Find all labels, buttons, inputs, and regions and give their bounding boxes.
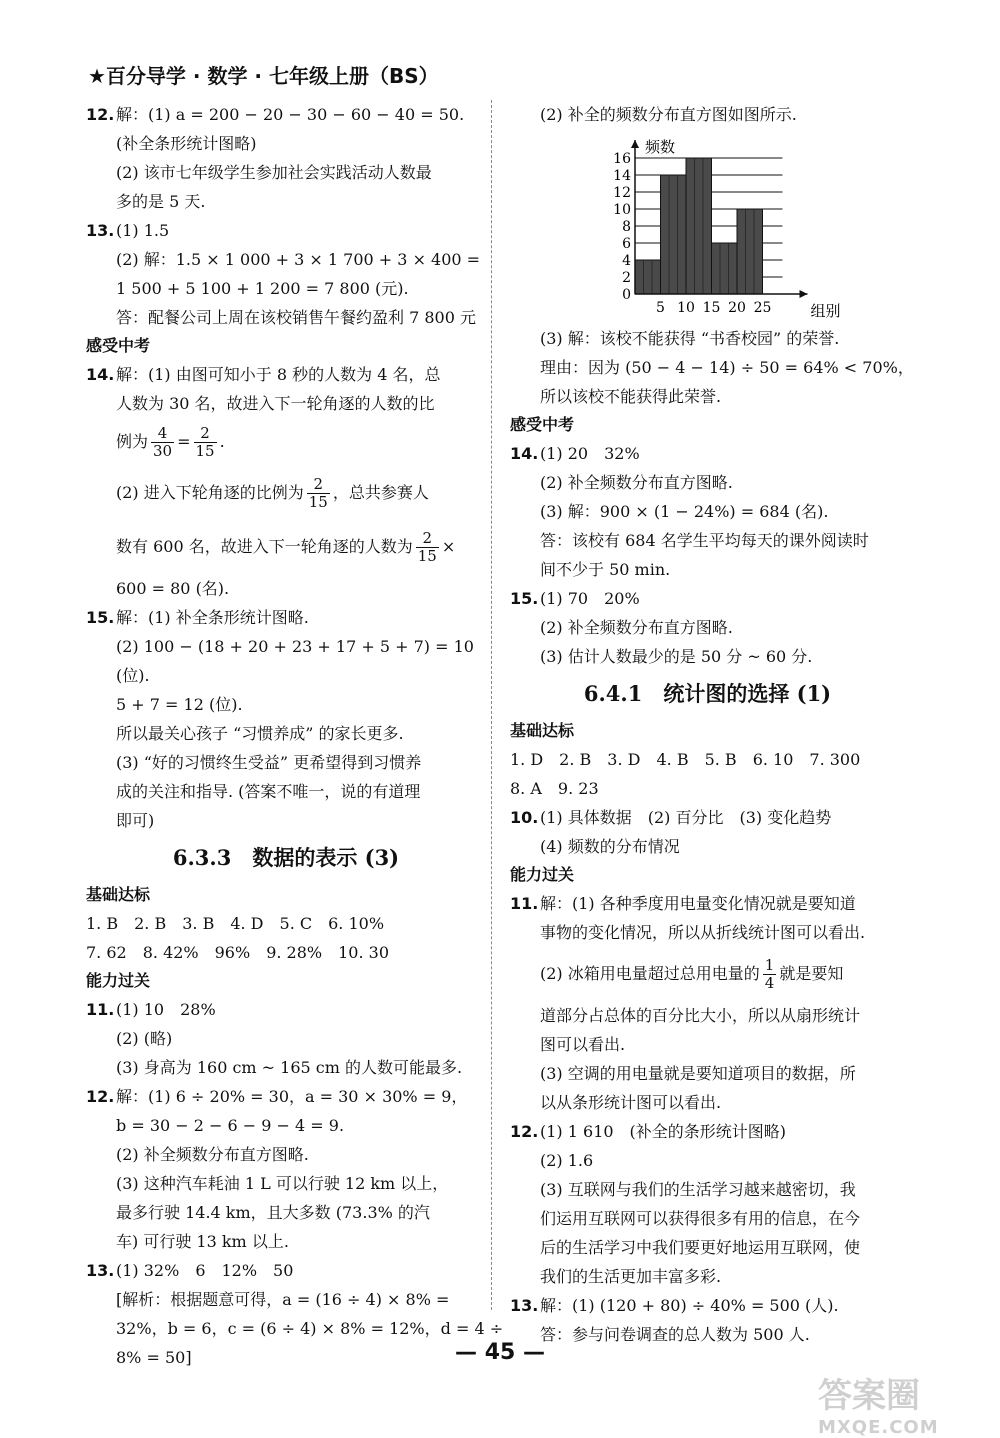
- basic-answers-line: 1. B 2. B 3. B 4. D 5. C 6. 10%: [86, 914, 385, 933]
- histogram-bar: [737, 209, 763, 294]
- histogram-bar: [635, 260, 661, 294]
- section-title-641: 6.4.1 统计图的选择 (1): [583, 681, 832, 706]
- answer-line: 8% = 50]: [116, 1348, 192, 1367]
- answer-line: 即可): [116, 811, 155, 830]
- y-tick-label: 6: [622, 236, 631, 252]
- answer-line: (2) 补全频数分布直方图略.: [540, 473, 733, 492]
- x-tick-label: 10: [677, 300, 695, 316]
- answer-line: (3) 估计人数最少的是 50 分 ~ 60 分.: [540, 647, 813, 666]
- x-tick-label: 15: [702, 300, 721, 316]
- histogram-bar: [661, 175, 687, 294]
- answer-line: (2) 100 − (18 + 20 + 23 + 17 + 5 + 7) = 10: [116, 637, 474, 656]
- answer-line: (3) 解：该校不能获得 “书香校园” 的荣誉.: [540, 329, 840, 348]
- answer-14: 14. 解：(1) 由图可知小于 8 秒的人数为 4 名，总: [86, 365, 441, 384]
- answer-line: 间不少于 50 min.: [540, 560, 671, 579]
- answer-line: (2) 1.6: [540, 1151, 594, 1170]
- answer-line: (3) 这种汽车耗油 1 L 可以行驶 12 km 以上，: [116, 1174, 449, 1193]
- answer-line: 车) 可行驶 13 km 以上.: [116, 1232, 289, 1251]
- y-tick-label: 0: [622, 287, 631, 303]
- y-tick-label: 2: [622, 270, 631, 286]
- subheading-nlgg-right: 能力过关: [510, 865, 575, 884]
- answer-line: (2) (略): [116, 1029, 173, 1048]
- answer-line: 理由：因为 (50 − 4 − 14) ÷ 50 = 64% < 70%，: [540, 358, 914, 377]
- fraction: $\frac{4}{30}$: [153, 424, 173, 460]
- answer-line: (3) “好的习惯终生受益” 更希望得到习惯养: [116, 753, 422, 772]
- x-tick-label: 20: [728, 300, 746, 316]
- y-axis-label: 频数: [645, 138, 676, 156]
- answer-line: 人数为 30 名，故进入下一轮角逐的人数的比: [116, 394, 435, 413]
- answer-line: (3) 解：900 × (1 − 24%) = 684 (名).: [540, 502, 829, 521]
- answer-line-fraction: 数有 600 名，故进入下一轮角逐的人数为 $\frac{2}{15}$ ×: [116, 529, 456, 565]
- answer-15: 15. 解：(1) 补全条形统计图略.: [86, 608, 309, 627]
- answer-line: (3) 身高为 160 cm ~ 165 cm 的人数可能最多.: [116, 1058, 463, 1077]
- answer-line: 后的生活学习中我们要更好地运用互联网，使: [540, 1238, 861, 1257]
- y-tick-label: 14: [613, 168, 631, 184]
- answer-line: 们运用互联网可以获得很多有用的信息，在今: [540, 1209, 861, 1228]
- answer-line: 多的是 5 天.: [116, 192, 206, 211]
- answer-13-right: 13. 解：(1) (120 + 80) ÷ 40% = 500 (人).: [510, 1296, 839, 1315]
- basic-answers-line: 1. D 2. B 3. D 4. B 5. B 6. 10 7. 300: [510, 750, 861, 769]
- subheading-kszk: 感受中考: [86, 336, 151, 355]
- answer-12b: 12. 解：(1) 6 ÷ 20% = 30，a = 30 × 30% = 9，: [86, 1087, 468, 1106]
- answer-line: (3) 空调的用电量就是要知道项目的数据，所: [540, 1064, 856, 1083]
- y-tick-label: 10: [613, 202, 631, 218]
- histogram-bar: [686, 158, 712, 294]
- answer-11: 11. (1) 10 28%: [86, 1000, 216, 1019]
- answer-12-right: 12. (1) 1 610 (补全的条形统计图略): [510, 1122, 787, 1141]
- answer-line: 最多行驶 14.4 km，且大多数 (73.3% 的汽: [116, 1203, 430, 1222]
- histogram-svg: [510, 129, 905, 324]
- subheading-jcdb-right: 基础达标: [510, 721, 575, 740]
- histogram-chart: [510, 129, 905, 324]
- answer-line: (2) 补全频数分布直方图略.: [540, 618, 733, 637]
- answer-line: 1 500 + 5 100 + 1 200 = 7 800 (元).: [116, 279, 409, 298]
- answer-line: (4) 频数的分布情况: [540, 837, 680, 856]
- answer-12: 12. 解：(1) a = 200 − 20 − 30 − 60 − 40 = 50.: [86, 105, 465, 124]
- x-tick-label: 25: [753, 300, 772, 316]
- section-title-633: 6.3.3 数据的表示 (3): [172, 845, 400, 870]
- answer-line-fraction: (2) 冰箱用电量超过总用电量的 $\frac{1}{4}$ 就是要知: [540, 956, 844, 992]
- y-tick-label: 12: [613, 185, 631, 201]
- answer-15-right: 15. (1) 70 20%: [510, 589, 640, 608]
- fraction: $\frac{1}{4}$: [764, 956, 775, 992]
- basic-answers-line: 8. A 9. 23: [510, 779, 599, 798]
- answer-line-fraction: 例为 $\frac{4}{30}$ = $\frac{2}{15}$ .: [116, 424, 225, 460]
- answer-line: 图可以看出.: [540, 1035, 626, 1054]
- y-tick-label: 16: [613, 151, 631, 167]
- subheading-jcdb: 基础达标: [86, 885, 151, 904]
- book-header: ★百分导学 · 数学 · 七年级上册（BS）: [88, 64, 439, 88]
- answer-line: (2) 补全频数分布直方图略.: [116, 1145, 309, 1164]
- answer-line: 答：配餐公司上周在该校销售午餐约盈利 7 800 元: [116, 308, 476, 327]
- answer-line: (3) 互联网与我们的生活学习越来越密切，我: [540, 1180, 856, 1199]
- answer-13: 13. (1) 1.5: [86, 221, 170, 240]
- fraction: $\frac{2}{15}$: [417, 529, 437, 565]
- site-watermark: 答案圈 MXQE.COM: [818, 1376, 939, 1438]
- answer-line: 600 = 80 (名).: [116, 579, 230, 598]
- answer-line: 32%，b = 6，c = (6 ÷ 4) × 8% = 12%，d = 4 ÷: [116, 1319, 504, 1338]
- basic-answer-10: 10. (1) 具体数据 (2) 百分比 (3) 变化趋势: [510, 808, 832, 827]
- answer-14-right: 14. (1) 20 32%: [510, 444, 640, 463]
- histogram-bar: [712, 243, 738, 294]
- y-axis-arrow: [631, 140, 639, 148]
- answer-line: b = 30 − 2 − 6 − 9 − 4 = 9.: [116, 1116, 345, 1135]
- page-number: — 45 —: [455, 1340, 545, 1365]
- answer-line: (2) 补全的频数分布直方图如图所示.: [540, 105, 797, 124]
- x-axis-label: 组别: [810, 302, 841, 320]
- answer-line: (2) 解：1.5 × 1 000 + 3 × 1 700 + 3 × 400 =: [116, 250, 481, 269]
- subheading-kszk-right: 感受中考: [510, 415, 575, 434]
- answer-line: 事物的变化情况，所以从折线统计图可以看出.: [540, 923, 866, 942]
- fraction: $\frac{2}{15}$: [308, 475, 328, 511]
- answer-11-right: 11. 解：(1) 各种季度用电量变化情况就是要知道: [510, 894, 856, 913]
- answer-line-fraction: (2) 进入下轮角逐的比例为 $\frac{2}{15}$ ，总共参赛人: [116, 475, 429, 511]
- answer-line: 答：该校有 684 名学生平均每天的课外阅读时: [540, 531, 869, 550]
- answer-line: 所以最关心孩子 “习惯养成” 的家长更多.: [116, 724, 404, 743]
- fraction: $\frac{2}{15}$: [195, 424, 215, 460]
- basic-answers-line: 7. 62 8. 42% 96% 9. 28% 10. 30: [86, 943, 389, 962]
- answer-line: 5 + 7 = 12 (位).: [116, 695, 243, 714]
- answer-line: 以从条形统计图可以看出.: [540, 1093, 722, 1112]
- answer-line: 答：参与问卷调查的总人数为 500 人.: [540, 1325, 810, 1344]
- answer-line: (位).: [116, 666, 150, 685]
- answer-line: [解析：根据题意可得，a = (16 ÷ 4) × 8% =: [116, 1290, 450, 1309]
- answer-line: 我们的生活更加丰富多彩.: [540, 1267, 722, 1286]
- answer-line: (2) 该市七年级学生参加社会实践活动人数最: [116, 163, 432, 182]
- column-divider: [491, 100, 492, 1310]
- answer-line: 道部分占总体的百分比大小，所以从扇形统计: [540, 1006, 861, 1025]
- answer-line: 所以该校不能获得此荣誉.: [540, 387, 722, 406]
- x-axis-arrow: [800, 290, 808, 298]
- answer-line: (补全条形统计图略): [116, 134, 257, 153]
- y-tick-label: 4: [622, 253, 631, 269]
- answer-13b: 13. (1) 32% 6 12% 50: [86, 1261, 294, 1280]
- y-tick-label: 8: [622, 219, 631, 235]
- right-column: [510, 100, 914, 1349]
- subheading-nlgg: 能力过关: [86, 971, 151, 990]
- answer-line: 成的关注和指导. (答案不唯一，说的有道理: [116, 782, 421, 801]
- x-tick-label: 5: [656, 300, 665, 316]
